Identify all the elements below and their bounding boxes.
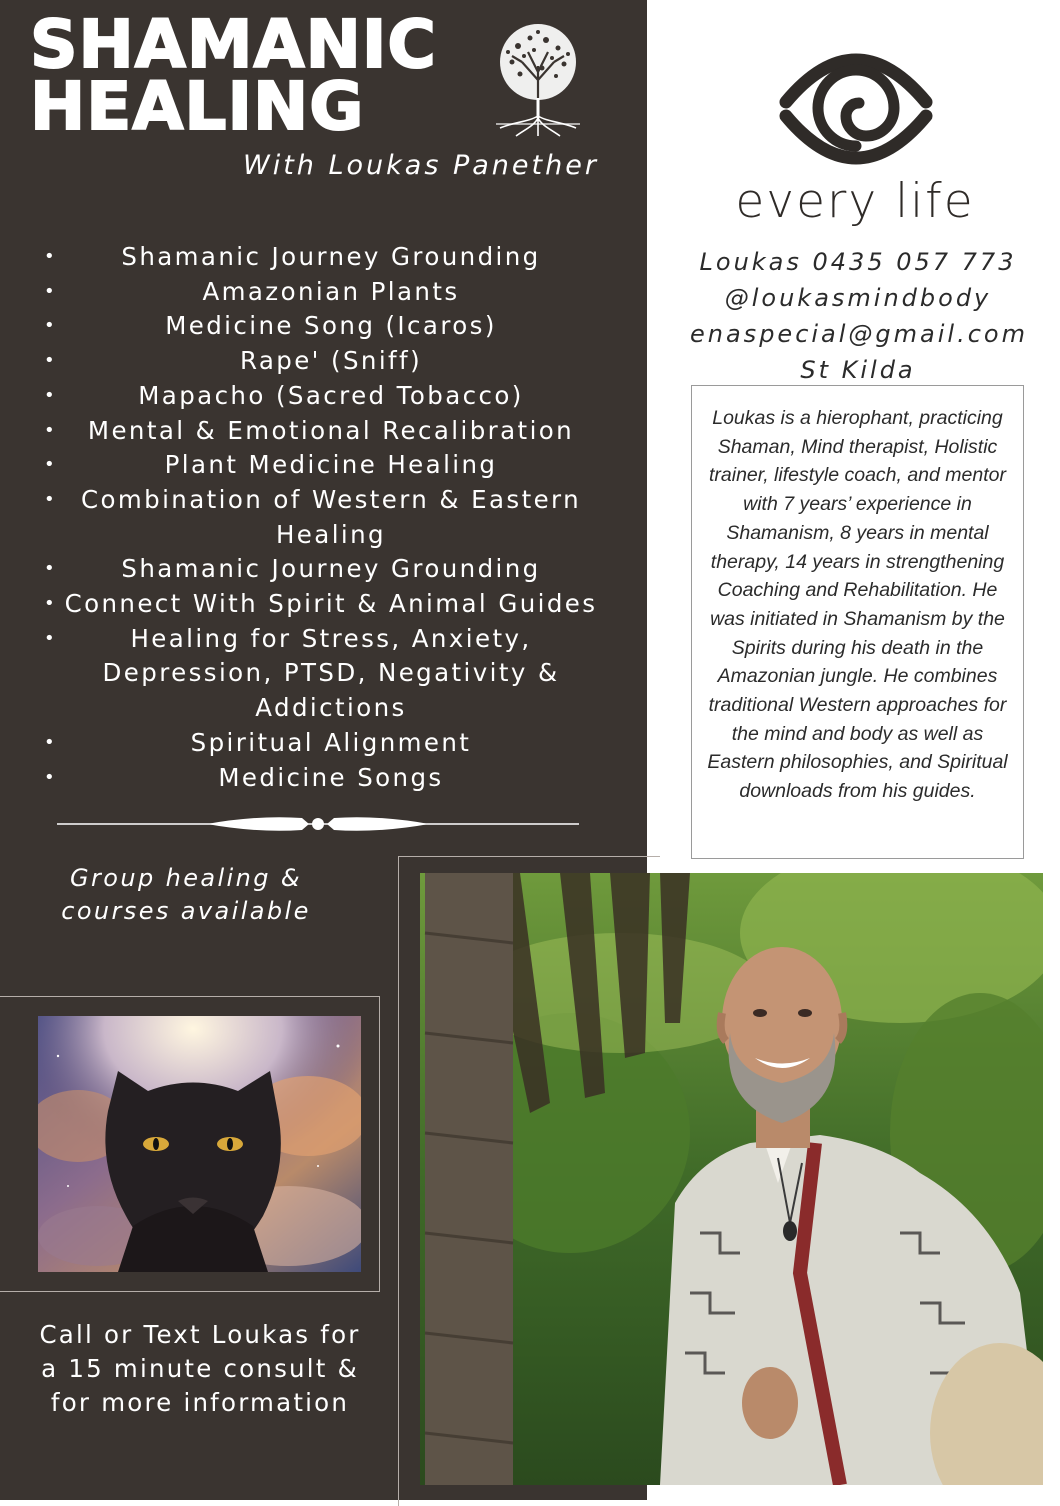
black-panther-painting — [38, 1016, 361, 1272]
services-list — [36, 240, 646, 795]
list-item: • Healing for Stress, Anxiety, Depression, PTSD, Negativity & Addictions — [36, 622, 646, 726]
loukas-portrait-photo — [420, 873, 1043, 1485]
list-item: • Combination of Western & Eastern Healing — [36, 483, 646, 552]
contact-info — [690, 244, 1026, 388]
call-to-action: Call or Text Loukas for a 15 minute consult & for more information — [39, 1320, 361, 1417]
list-item: • Plant Medicine Healing — [36, 448, 646, 483]
phone-number: Loukas 0435 057 773 — [699, 248, 1017, 276]
list-item: • Connect With Spirit & Animal Guides — [36, 587, 646, 622]
social-handle: @loukasmindbody — [724, 284, 992, 312]
list-item: • Medicine Songs — [36, 761, 646, 796]
ornamental-divider — [57, 809, 579, 839]
title-line-2: HEALING — [30, 68, 365, 145]
spiral-eye-logo — [770, 36, 942, 182]
brand-name: every life — [735, 174, 975, 229]
tree-of-life-icon — [478, 18, 598, 140]
page-title — [30, 6, 437, 145]
bio-text: Loukas is a hierophant, practicing Shaman, Mind therapist, Holistic trainer, lifestyle coach, and mentor with 7 years’ experience in Shamanism, 8 years in mental therapy, 14 years in strengthening Coaching and Rehabilitation. He was initiated in Shamanism by the Spirits during his death in the Amazonian jungle. He combines traditional Western approaches for the mind and body as well as Eastern philosophies, and Spiritual downloads from his guides. — [707, 407, 1008, 803]
list-item: • Mental & Emotional Recalibration — [36, 414, 646, 449]
subtitle: With Loukas Panether — [243, 150, 599, 181]
email-address: enaspecial@gmail.com — [690, 320, 1028, 348]
title-line-1: SHAMANIC — [30, 6, 437, 83]
list-item: • Shamanic Journey Grounding — [36, 552, 646, 587]
list-item: • Rape' (Sniff) — [36, 344, 646, 379]
list-item: • Mapacho (Sacred Tobacco) — [36, 379, 646, 414]
list-item: • Medicine Song (Icaros) — [36, 309, 646, 344]
list-item: • Spiritual Alignment — [36, 726, 646, 761]
group-healing-note: Group healing & courses available — [61, 864, 311, 925]
location: St Kilda — [800, 356, 916, 384]
list-item: • Amazonian Plants — [36, 275, 646, 310]
list-item: • Shamanic Journey Grounding — [36, 240, 646, 275]
bio-box — [691, 385, 1024, 859]
